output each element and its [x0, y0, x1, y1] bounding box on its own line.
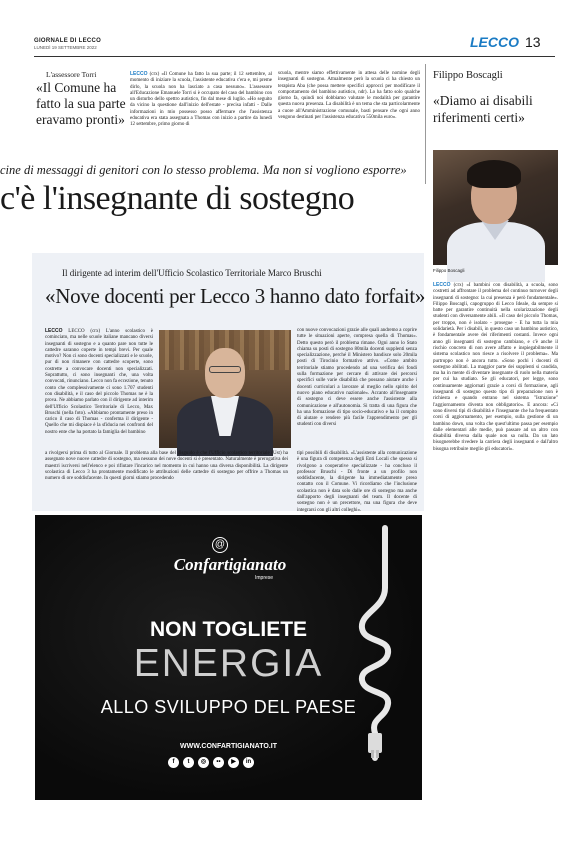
boscagli-text: (crx) «I bambini con disabilità, a scuola, sono costretti ad affrontare il problema del continuo turnover degli insegnanti di sostegno: la cui presenza è però fondamentale». Filippo Boscagli, capogruppo di Lecco Ideale, da sempre si batte per garantire continuità nella scolarizzazione degli studenti con diversamente abili. «Il caso del piccolo Thomas, per troppo, non è isolato - prosegue - E ha tutta la mia solidarietà. Per i disabili, in questo caso un bambino autistico, è fondamentale avere dei riferimenti costanti. Invece ogni anno gli insegnanti di sostegno cambiano, e c'è anche il rischio concreto di non avere affatto e inspiegabilmente il sistema scolastico non riesce a risolvere il problema». Ma purtroppo non è ancora tutto. «Sono pochi i docenti di sostegno abilitati. La maggior parte dei supplenti si candida, ma ha in mente di diventare insegnante di ruolo nella materia per cui ha studiato. Se gli educatori, per legge, sono continuamente aggiornati grazie a corsi di formazione, agli insegnanti di sostegno questo tipo di preparazione non è richiesta e quando entrano nel sistema "Istruzione" l'aggiornamento diventa non obbligatorio». E ancora: «Ci sono diversi tipi di disabilità e l'insegnante che ha frequentato corsi di aggiornamento, per esempio, sulla gestione di un bambino down, una volta che quest'ultimo passa per esempio dalle elementari alle medie, può passare ad un altro con disabilità diversa dalla quale non sa nulla. Da un lato bisognerebbe rivedere la carriera degli insegnanti e dall'altro bisogna retribuire meglio gli educatori».: [433, 283, 558, 452]
torri-column-2: scuola, mentre siamo effettivamente in attesa delle nomine degli insegnanti di sostegno. Attualmente però la scuola ci ha chiesto un terapista Aba (che possa mettere specifici approcci per modificare il comportamento del bambino autistico, ndr). Lo ha fatto solo qualche giorno fa, quindi noi dobbiamo valutare le modalità per garantire questa nuova presenza. La disabilità è un tema che sta particolarmente a cuore all'Amministrazione comunale, basti pensare che ogni anno vengono destinati per l'assistenza educativa 550mila euro».: [278, 71, 420, 121]
torri-column-1: [130, 71, 272, 129]
page-number: 13: [525, 34, 541, 50]
boscagli-quote: «Diamo ai disabili riferimenti certi»: [433, 93, 533, 125]
newspaper-name: GIORNALE DI LECCO: [34, 38, 102, 44]
boscagli-photo-caption: Filippo Boscagli: [433, 268, 465, 273]
torri-quote: «Il Comune ha fatto la sua parte eravamo pronti»: [36, 80, 126, 127]
byline-tag: LECCO: [45, 328, 63, 334]
ad-brand-sub: Imprese: [255, 575, 274, 581]
confartigianato-logo-icon: @: [212, 537, 228, 553]
article-text-left: LECCO (crx) L'anno scolastico è cominciato, ma nelle scuole italiane mancano diversi insegnanti di sostegno e a quanto pare non tutte le cattedre saranno coperte in tempi brevi. Per quale motivo? Non ci sono docenti specializzati e le scuole, pur di non rimanere con cattedre scoperte, sono costrette a convocare docenti non specializzati. Soprattutto, ci sono insegnanti che, una volta convocati, rinunciano. Lecco non fa eccezione, tenuto conto che complessivamente ci sono 1.707 studenti con disabilità, e il caso del piccolo Thomas ne è la prova. Ne abbiamo parlato con il dirigente ad interim dell'Ufficio Scolastico Territoriale di Lecco, Max Bruschi (nella foto). «Abbiamo prontamente preso in carico il caso di Thomas - conferma il dirigente - Quello che mi dispiace è la sfiducia nei confronti del nostro ente che ha portato la famiglia del bambino: [45, 329, 154, 435]
twitter-icon[interactable]: t: [183, 757, 194, 768]
bruschi-photo: [159, 330, 291, 448]
main-kicker: cine di messaggi di genitori con lo stesso problema. Ma non si vogliono esporre»: [0, 163, 407, 177]
facebook-icon[interactable]: f: [168, 757, 179, 768]
ad-line-1: NON TOGLIETE: [149, 618, 308, 641]
byline-tag: LECCO: [433, 282, 451, 288]
article-column-bottom-right: tipi possibili di disabilità. «L'assistente alla comunicazione è una figura di competenza degli Enti Locali che spesso si rivolgono a cooperative specializzate - ha concluso il professor Bruschi - Di fronte a un profilo non soddisfacente, la dirigente ha immediatamente preso contatto con il Comune. Vi ricordiamo che l'inclusione scolastica non è data solo dalle ore di sostegno ma anche dall'apporto degli insegnanti del team. Il docente di sostegno non è un precettore, ma una figura che deve integrarsi con gli altri colleghi».: [297, 451, 417, 513]
youtube-icon[interactable]: ▶: [228, 757, 239, 768]
torri-text-1: (crx) «Il Comune ha fatto la sua parte; il 12 settembre, al momento di iniziare la scuola, l'assistente educativa c'era e, mi preme dirlo, la scuola non ha lasciato a casa nessuno». L'assessore all'Educazione Emanuele Torri si è occupato del caso del bambino con un disturbo dello spettro autistico, fin dal mese di luglio. «Ho seguito da vicino la questione dall'inizio dell'estate - precisa infatti - Dalle informazioni in mio possesso posso affermare che l'assistenza educativa era stata assegnata a Thomas con inizio a partire da lunedì 12 settembre, primo giorno di: [130, 72, 273, 128]
main-headline: c'è l'insegnante di sostegno: [0, 180, 355, 217]
ad-social-icons: [168, 757, 254, 769]
article-column-bottom: a rivolgersi prima di tutto al Giornale. Il problema alla base del disguido è che l'Ufficio scolastico territoriale (Ust) ha assegnato nove nuove cattedre di sostegno, ma nessuno dei nove docenti si è presentato. Naturalmente è prerogativa dei maestri iscriversi nell'elenco e poi rifiutare l'incarico nel momento in cui hanno una diversa disponibilità. La dirigente scolastica di Lecco 3 ha prontamente modificato le attribuzioni delle cattedre di sostegno per offrire a Thomas un numero di ore soddisfacente. In questi giorni stiamo procedendo: [45, 451, 288, 482]
flickr-icon[interactable]: ••: [213, 757, 224, 768]
instagram-icon[interactable]: ◎: [198, 757, 209, 768]
article-column-left: [45, 328, 153, 450]
byline-tag: LECCO: [130, 71, 148, 77]
boscagli-name: Filippo Boscagli: [433, 70, 503, 81]
issue-date: LUNEDÌ 19 SETTEMBRE 2022: [34, 45, 97, 50]
article-kicker: Il dirigente ad interim dell'Ufficio Scolastico Territoriale Marco Bruschi: [62, 268, 322, 278]
boscagli-photo: [433, 150, 558, 265]
article-headline: «Nove docenti per Lecco 3 hanno dato forfait»: [45, 284, 426, 308]
torri-kicker: L'assessore Torri: [46, 70, 97, 79]
ad-line-3: ALLO SVILUPPO DEL PAESE: [100, 697, 357, 717]
linkedin-icon[interactable]: in: [243, 757, 254, 768]
header-rule: [34, 56, 555, 57]
ad-line-2: ENERGIA: [133, 642, 324, 685]
section-name: LECCO: [470, 34, 519, 50]
article-column-right: con nuove convocazioni grazie alle quali andremo a coprire tutte le situazioni aperte, compresa quella di Thomas». Detto questo però il problema rimane. Ogni anno lo Stato chiama su posti di sostegno 80mila docenti supplenti senza specializzazione, perché il Ministero bandisce solo 20mila posti di Tirocinio formativo attivo. «Come ambito territoriale stiamo procedendo ad una verifica dei fondi sulla formazione per cercare di attivare dei percorsi specifici sulle varie disabilità che possano aiutare anche i docenti curricolari a lavorare al meglio nello spirito del nuovo piano educativo nazionale». Accanto all'insegnante di sostegno ci deve essere anche l'assistente alla comunicazione e all'autonomia. Si tratta di una figura che ha una formazione di tipo socio-educativo e ha il compito di aiutare e rendere più facile l'apprendimento per gli studenti con diversi: [297, 328, 417, 428]
ad-url-link[interactable]: WWW.CONFARTIGIANATO.IT: [180, 743, 277, 750]
boscagli-column: [433, 282, 558, 507]
ad-brand: Confartigianato: [173, 555, 287, 574]
column-divider: [425, 64, 426, 184]
